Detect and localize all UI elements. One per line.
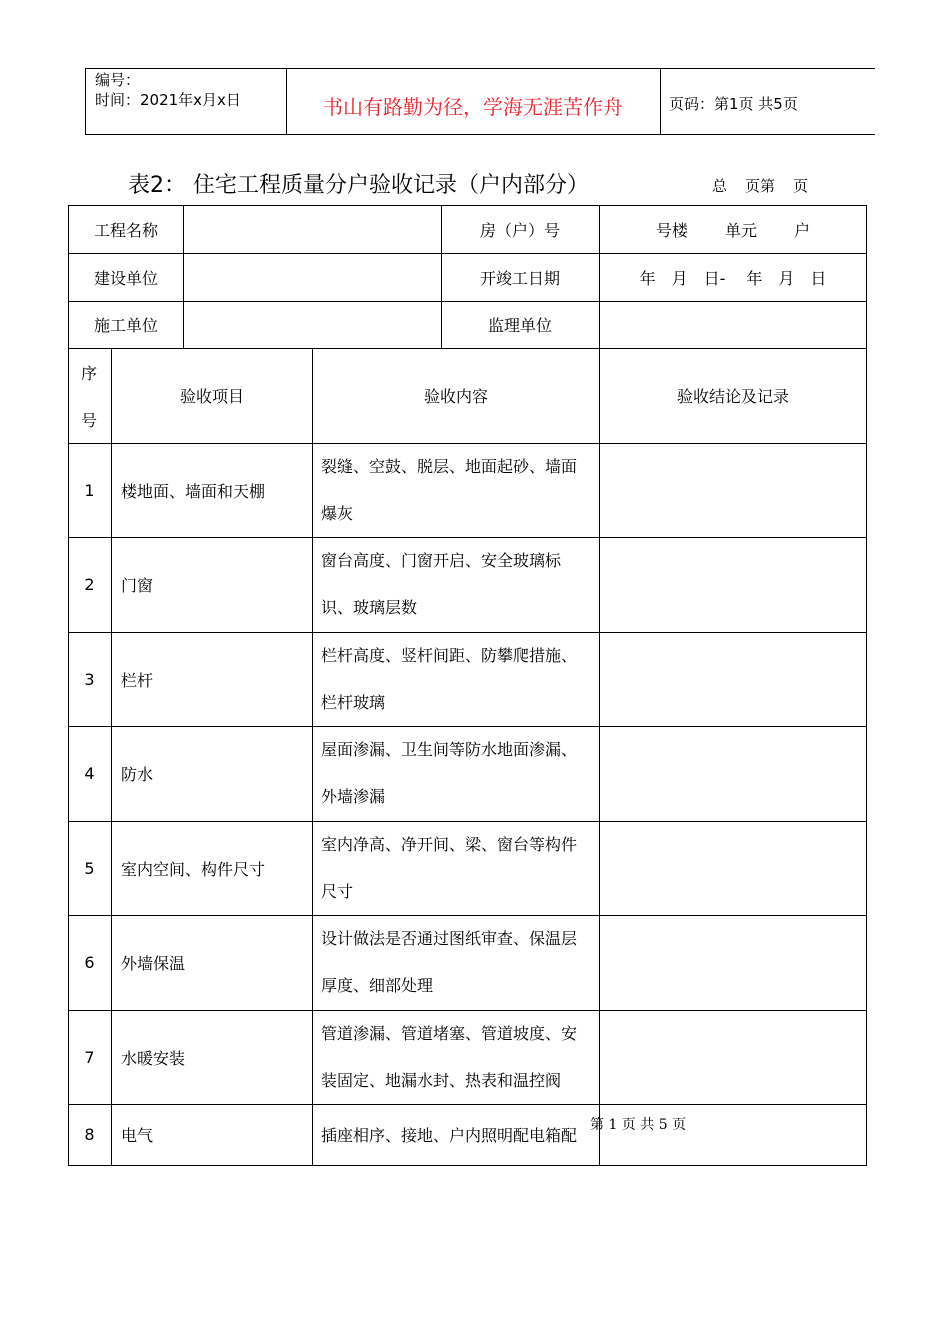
row-item: 电气 xyxy=(121,1126,154,1145)
title-total: 总 xyxy=(712,177,728,195)
row-item: 门窗 xyxy=(121,576,154,595)
row-content: 裂缝、空鼓、脱层、地面起砂、墙面 爆灰 xyxy=(321,457,578,523)
row-number: 3 xyxy=(84,670,95,689)
inspection-table xyxy=(68,205,867,1166)
row-item: 栏杆 xyxy=(121,671,154,690)
constructor-label: 施工单位 xyxy=(94,316,159,335)
column-item: 验收项目 xyxy=(179,387,244,406)
column-result: 验收结论及记录 xyxy=(676,387,789,406)
time-label: 时间：2021年x月x日 xyxy=(95,91,241,109)
row-item: 外墙保温 xyxy=(121,954,186,973)
row-item: 水暖安装 xyxy=(121,1049,186,1068)
page-info: 页码：第1页 共5页 xyxy=(669,95,798,113)
start-end-date-label: 开竣工日期 xyxy=(480,268,561,288)
row-content: 管道渗漏、管道堵塞、管道坡度、安 装固定、地漏水封、热表和温控阀 xyxy=(321,1024,578,1090)
builder-label: 建设单位 xyxy=(94,268,159,288)
row-content: 室内净高、净开间、梁、窗台等构件 尺寸 xyxy=(321,835,578,901)
row-content: 插座相序、接地、户内照明配电箱配 xyxy=(321,1126,578,1145)
row-number: 6 xyxy=(84,953,95,972)
row-item: 楼地面、墙面和天棚 xyxy=(121,482,266,501)
header-meta-cell xyxy=(86,69,287,134)
project-name-label: 工程名称 xyxy=(94,220,159,240)
title-page-count xyxy=(712,175,826,196)
row-number: 8 xyxy=(84,1125,95,1144)
row-content: 栏杆高度、竖杆间距、防攀爬措施、 栏杆玻璃 xyxy=(321,646,578,712)
start-end-date-value: 年 月 日- 年 月 日 xyxy=(639,268,827,288)
title-page-end: 页 xyxy=(793,177,809,195)
row-number: 1 xyxy=(84,481,95,500)
row-number: 5 xyxy=(84,859,95,878)
row-item: 室内空间、构件尺寸 xyxy=(121,860,266,879)
supervisor-label: 监理单位 xyxy=(488,316,553,335)
house-number-label: 房（户）号 xyxy=(480,220,561,240)
header-page-cell xyxy=(661,69,876,134)
page-footer: 第 1 页 共 5 页 xyxy=(590,1117,687,1133)
motto-text: 书山有路勤为径，学海无涯苦作舟 xyxy=(323,95,623,119)
title-page: 页第 xyxy=(745,177,776,195)
page-title: 表2： 住宅工程质量分户验收记录（户内部分） xyxy=(128,173,589,198)
row-number: 2 xyxy=(84,575,95,594)
header-motto-cell xyxy=(286,69,661,134)
row-item: 防水 xyxy=(121,765,154,784)
row-content: 窗台高度、门窗开启、安全玻璃标 识、玻璃层数 xyxy=(321,551,562,617)
number-label: 编号： xyxy=(95,71,141,89)
row-number: 4 xyxy=(84,764,95,783)
row-number: 7 xyxy=(84,1048,95,1067)
row-content: 屋面渗漏、卫生间等防水地面渗漏、 外墙渗漏 xyxy=(321,740,578,806)
column-content: 验收内容 xyxy=(423,387,488,406)
house-number-value: 号楼 单元 户 xyxy=(655,220,811,240)
document-header xyxy=(85,68,875,135)
row-content: 设计做法是否通过图纸审查、保温层 厚度、细部处理 xyxy=(321,929,578,995)
column-seq-1: 序 xyxy=(81,363,98,383)
column-seq-2: 号 xyxy=(81,410,98,430)
